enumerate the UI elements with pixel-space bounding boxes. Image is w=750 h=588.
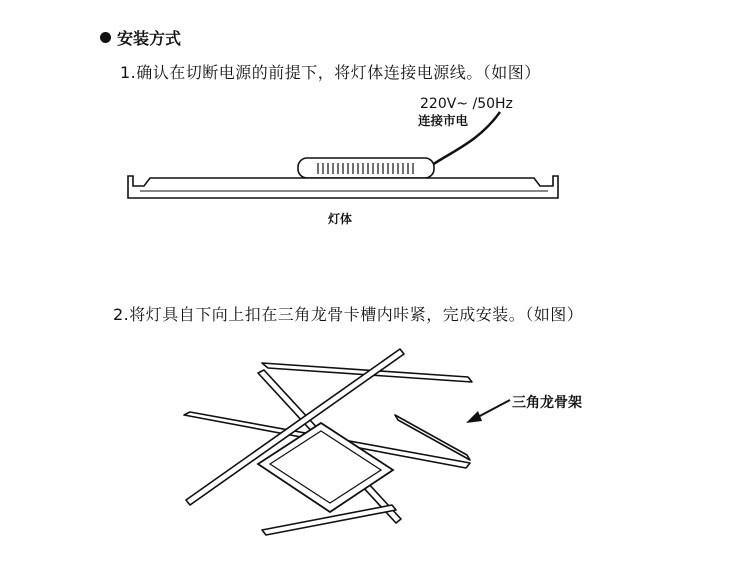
section-title: 安装方式 (117, 29, 182, 48)
pointer-arrow (466, 400, 510, 423)
lamp-body-label: 灯体 (328, 212, 353, 226)
frame-label: 三角龙骨架 (512, 395, 582, 411)
voltage-label: 220V~ /50Hz (420, 96, 513, 112)
step-2-text: 2.将灯具自下向上扣在三角龙骨卡槽内咔紧，完成安装。（如图） (113, 305, 584, 324)
panel-inner (270, 431, 381, 503)
step-1-text: 1.确认在切断电源的前提下，将灯体连接电源线。（如图） (120, 63, 541, 82)
mains-label: 连接市电 (418, 113, 469, 128)
